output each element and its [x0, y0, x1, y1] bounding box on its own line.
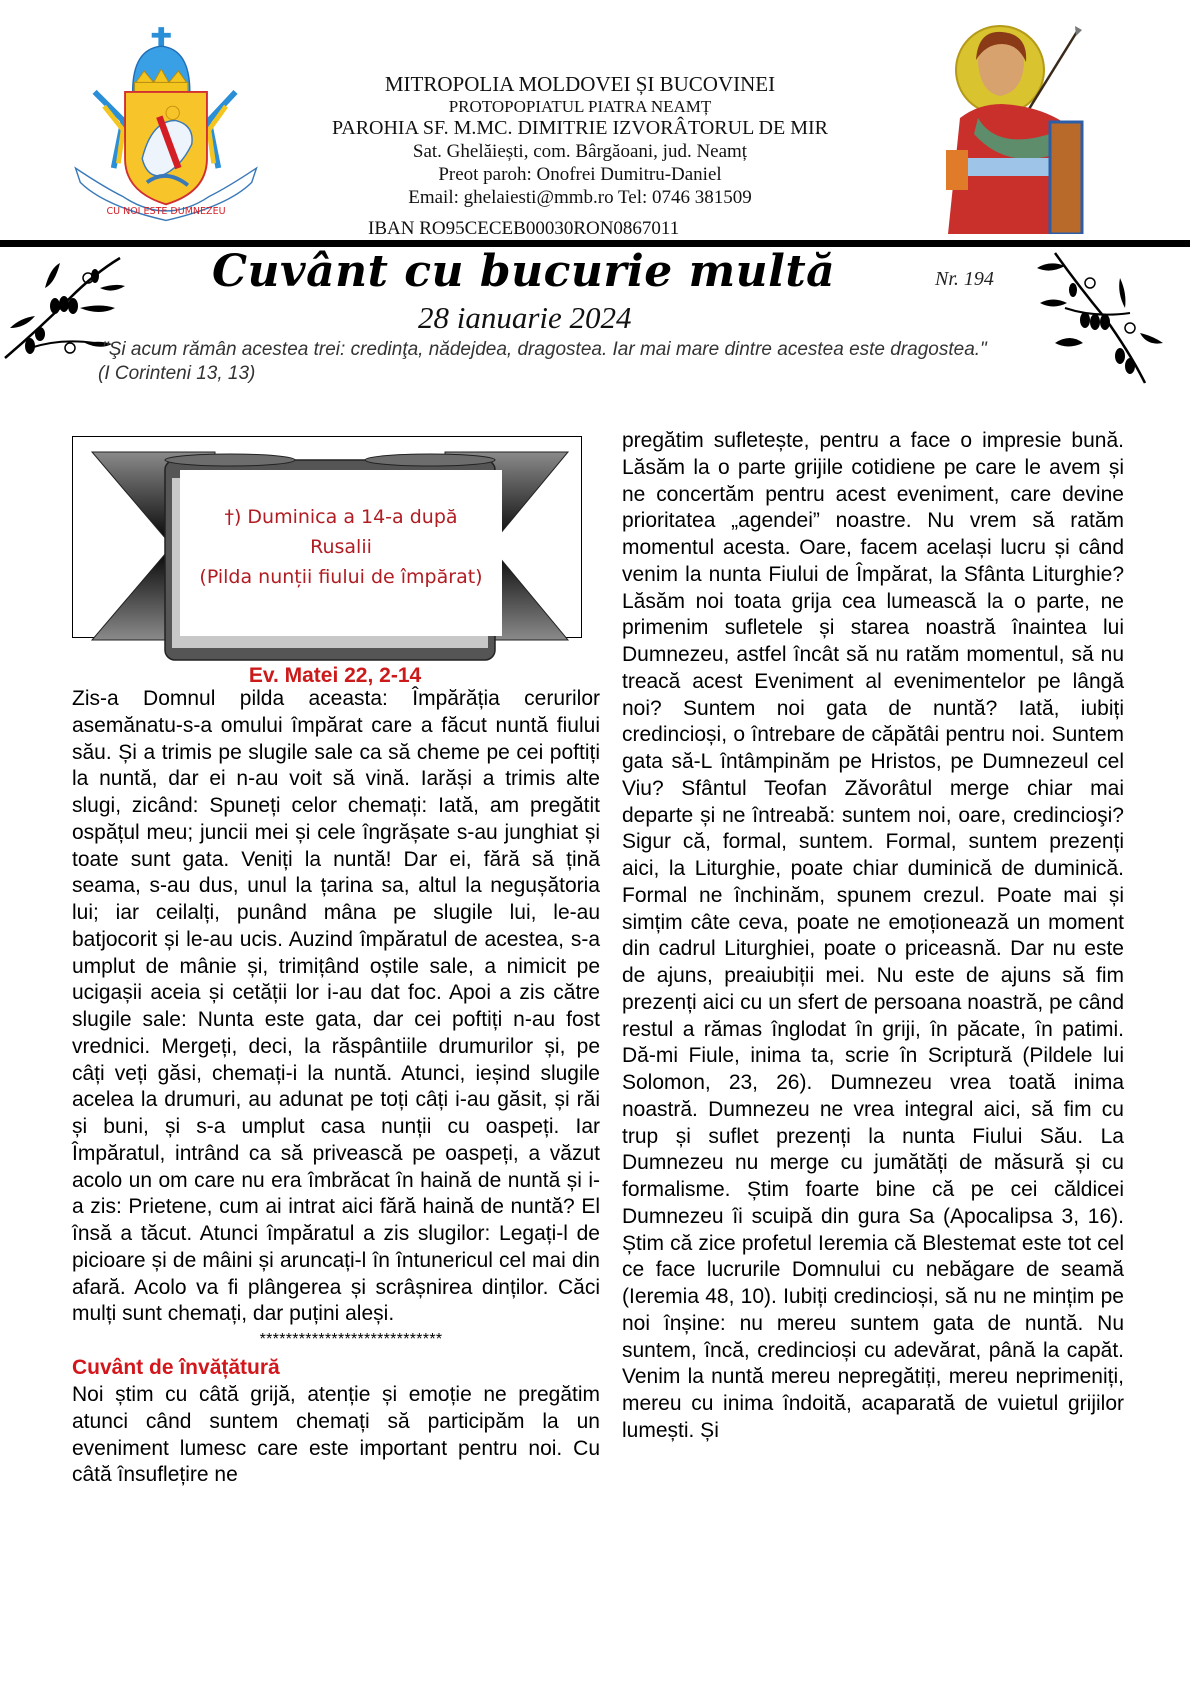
gospel-reference: Ev. Matei 22, 2-14 [248, 664, 422, 687]
parish-address: Sat. Ghelăiești, com. Bârgăoani, jud. Neamț [412, 141, 748, 162]
right-column [622, 428, 1124, 1445]
olive-branch-right-icon [1035, 248, 1165, 388]
deanery-name: PROTOPOPIATUL PIATRA NEAMȚ [448, 97, 712, 116]
sermon-text-left: Noi știm cu câtă grijă, atenție și emoție ne pregătim atunci când suntem chemați să participăm la un eveniment lumesc care este important pentru noi. Cu câtă însuflețire ne [72, 1383, 600, 1487]
sermon-title: Cuvânt de învățătură [72, 1356, 280, 1379]
iban: IBAN RO95CECEB00030RON0867011 [368, 218, 680, 239]
logo-motto: CU NOI ESTE DUMNEZEU [106, 205, 226, 217]
metropolis-name: MITROPOLIA MOLDOVEI ȘI BUCOVINEI [384, 72, 776, 96]
sermon-text-right: pregătim sufletește, pentru a face o impresie bună. Lăsăm la o parte grijile cotidiene pe care le avem și ne concertăm pentru acest eveniment, care devine prioritatea „agendei” noastre. Nu vrem să ratăm momentul acesta. Oare, facem același lucru și când venim la nunta Fiului de Împărat, la Sfânta Liturghie? Lăsăm noi toata grija cea lumească la o parte, ne primenim sufletele și starea noastră înaintea lui Dumnezeu, astfel încât să nu ratăm momentul, să nu treacă acest Eveniment al evenimentelor pe lângă noi? Suntem noi gata de nuntă? Iată, iubiți credincioși, o întrebare de căpătâi pentru noi. Suntem gata să-L întâmpinăm pe Hristos, pe Dumnezeul cel Viu? Sfântul Teofan Zăvorâtul merge chiar mai departe și ne întreabă: suntem noi, oare, credincioşi? Sigur că, formal, suntem. Formal, suntem prezenți aici, la Liturghie, poate chiar duminică de duminică. Formal ne închinăm, spunem crezul. Poate mai și simțim câte ceva, poate ne emoționează un moment din cadrul Liturghiei, poate o priceasnă. Dar nu este de ajuns, preaiubiții mei. Nu este de ajuns să fim prezenți aici cu un sfert de persoana noastră, pe când restul a rămas înglodat în griji, în păcate, în patimi. Dă-mi Fiule, inima ta, scrie în Scriptură (Pildele lui Solomon, 23, 26). Dumnezeu vrea toată inima noastră. Dumnezeu ne vrea integral aici, să fim cu trup și suflet prezenți la nunta Fiului Său. La Dumnezeu nu merge cu jumătăți de măsură și cu formalisme. Știm foarte bine că pe cei căldicei Dumnezeu îi scuipă din gura Sa (Apocalipsa 3, 16). Știm că zice profetul Ieremia că Blestemat este tot cel ce face lucrurile Domnului cu nebăgare de seamă (Ieremia 48, 10). Iubiți credincioși, să nu ne mințim pe noi înșine: nu mereu suntem gata de nuntă. Nu suntem, încă, credincioși cu adevărat, până la capăt. Venim la nuntă mereu nepregătiți, mereu neprimeniți, mereu cu inima îndoită, acaparată de vuietul grijilor lumești. Și [622, 429, 1124, 1442]
sunday-title [180, 502, 502, 592]
gospel-text: Zis-a Domnul pilda aceasta: Împărăția cerurilor asemănatu-s-a omului împărat care a făcut nuntă fiului său. Și a trimis pe slugile sale ca să cheme pe cei poftiți la nuntă, dar ei n-au voit să vină. Iarăși a trimis alte slugi, zicând: Spuneți celor chemați: Iată, am pregătit ospățul meu; juncii mei și cele îngrășate s-au junghiat și toate sunt gata. Veniți la nuntă! Dar ei, fără să țină seama, s-au dus, unul la țarina sa, altul la negușătoria lui; iar ceilalți, punând mâna pe slugile lui, le-au batjocorit și le-au ucis. Auzind împăratul de acestea, s-a umplut de mânie și, trimițând oștile sale, a nimicit pe ucigașii aceia și cetății lor i-au dat foc. Apoi a zis către slugile sale: Nunta este gata, dar cei poftiți n-au fost vrednici. Mergeți, deci, la răspântiile drumurilor și, pe câți veți găsi, chemați-i la nuntă. Atunci, ieșind slugile acelea la drumuri, au adunat pe toți câți i-au găsit, și răi și buni, și s-a umplut casa nunții cu oaspeți. Iar Împăratul, intrând ca să privească pe oaspeți, a văzut acolo un om care nu era îmbrăcat în haină de nuntă și i-a zis: Prietene, cum ai intrat aici fără haină de nuntă? El însă a tăcut. Atunci împăratul a zis slugilor: Legați-l de picioare și de mâini și aruncați-l în întunericul cel mai din afară. Acolo va fi plângerea și scrâșnirea dinților. Căci mulți sunt chemați, dar puțini aleși. [72, 687, 600, 1326]
issue-date: 28 ianuarie 2024 [418, 300, 632, 335]
parish-priest: Preot paroh: Onofrei Dumitru-Daniel [438, 164, 722, 185]
motto-reference: (I Corinteni 13, 13) [98, 363, 256, 384]
motto-quote [72, 338, 992, 386]
sunday-title-line-1: †) Duminica a 14-a după [224, 506, 458, 528]
coat-of-arms-logo [66, 22, 266, 238]
motto-text: "Şi acum rămân acestea trei: credinţa, nădejdea, dragostea. Iar mai mare dintre acestea este dragostea." [102, 339, 987, 360]
section-separator: **************************** [259, 1331, 443, 1348]
saint-dimitrie-icon [938, 22, 1088, 234]
newsletter-title: Cuvânt cu bucurie multă [212, 246, 836, 297]
left-column [72, 686, 600, 1489]
contact-info: Email: ghelaiesti@mmb.ro Tel: 0746 381509 [408, 187, 752, 208]
sunday-title-line-3: (Pilda nunții fiului de împărat) [199, 566, 483, 588]
parish-header [300, 72, 860, 209]
parish-name: PAROHIA SF. M.MC. DIMITRIE IZVORÂTORUL DE MIR [331, 117, 829, 139]
issue-number: Nr. 194 [935, 268, 994, 290]
sunday-title-line-2: Rusalii [310, 536, 372, 558]
